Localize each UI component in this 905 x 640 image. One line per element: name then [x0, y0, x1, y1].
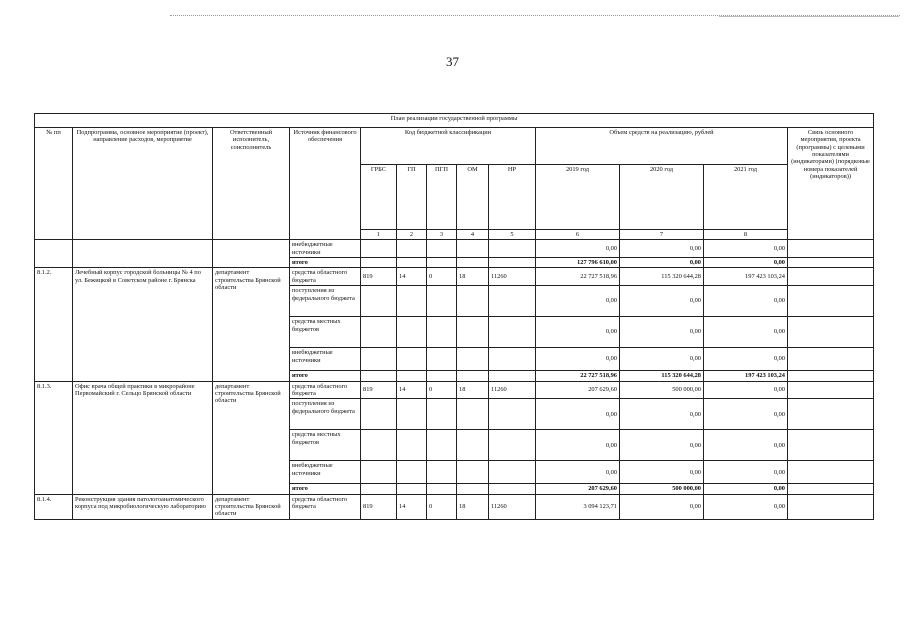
amount-2020: 0,00	[620, 399, 704, 430]
col-number: 8	[704, 230, 788, 240]
funding-source: внебюджетные источники	[290, 240, 361, 258]
col-number: 6	[536, 230, 620, 240]
budget-code-cell	[397, 240, 427, 258]
amount-2021: 0,00	[704, 399, 788, 430]
funding-source: итого	[290, 371, 361, 381]
budget-code-cell	[457, 371, 489, 381]
budget-code-gp: 14	[397, 268, 427, 286]
funding-row	[35, 494, 874, 519]
budget-code-cell	[361, 317, 397, 348]
budget-code-nr: 11260	[489, 268, 536, 286]
header-volume: Объем средств на реализацию, рублей	[536, 128, 788, 165]
budget-code-cell	[489, 348, 536, 371]
budget-code-cell	[397, 286, 427, 317]
budget-code-cell	[361, 348, 397, 371]
indicator-link-cell	[788, 461, 874, 484]
amount-2019: 22 727 518,96	[536, 371, 620, 381]
amount-2020: 0,00	[620, 258, 704, 268]
indicator-link-cell	[788, 258, 874, 268]
amount-2019: 0,00	[536, 461, 620, 484]
header-link: Связь основного мероприятия, проекта (программы) с целевыми показателями (индикаторами) (порядковые номера показателей (индикаторов))	[788, 128, 874, 240]
amount-2019: 0,00	[536, 430, 620, 461]
amount-2021: 0,00	[704, 381, 788, 399]
budget-code-cell	[427, 371, 457, 381]
amount-2021: 0,00	[704, 348, 788, 371]
amount-2021: 0,00	[704, 484, 788, 494]
item-name: Реконструкция здания патологоанатомического корпуса под микробиологическую лабораторию	[73, 494, 213, 519]
col-number: 4	[457, 230, 489, 240]
budget-code-cell	[397, 317, 427, 348]
budget-code-cell	[427, 286, 457, 317]
amount-2021: 0,00	[704, 286, 788, 317]
funding-row	[35, 268, 874, 286]
budget-code-pgp: 0	[427, 494, 457, 519]
amount-2020: 0,00	[620, 286, 704, 317]
budget-code-cell	[457, 348, 489, 371]
amount-2021: 0,00	[704, 258, 788, 268]
scan-top-right-line	[719, 16, 899, 17]
budget-code-cell	[457, 399, 489, 430]
budget-code-cell	[457, 286, 489, 317]
indicator-link-cell	[788, 430, 874, 461]
budget-code-gp: 14	[397, 494, 427, 519]
col-number: 1	[361, 230, 397, 240]
budget-code-cell	[457, 317, 489, 348]
item-number: 8.1.2.	[35, 268, 73, 381]
budget-code-cell	[361, 240, 397, 258]
indicator-link-cell	[788, 240, 874, 258]
budget-code-cell	[489, 286, 536, 317]
item-number-cell	[35, 240, 73, 268]
col-number: 3	[427, 230, 457, 240]
budget-code-pgp: 0	[427, 381, 457, 399]
amount-2021: 0,00	[704, 317, 788, 348]
header-grbs: ГРБС	[361, 165, 397, 230]
budget-code-cell	[361, 484, 397, 494]
header-nr: НР	[489, 165, 536, 230]
indicator-link-cell	[788, 399, 874, 430]
budget-code-pgp: 0	[427, 268, 457, 286]
amount-2020: 0,00	[620, 494, 704, 519]
amount-2021: 0,00	[704, 494, 788, 519]
amount-2020: 500 000,00	[620, 484, 704, 494]
indicator-link-cell	[788, 381, 874, 399]
amount-2020: 115 320 644,28	[620, 371, 704, 381]
amount-2019: 0,00	[536, 240, 620, 258]
budget-code-grbs: 819	[361, 381, 397, 399]
header-gp: ГП	[397, 165, 427, 230]
funding-source: средства областного бюджета	[290, 494, 361, 519]
header-program: Подпрограмма, основное мероприятие (проект), направление расходов, мероприятие	[73, 128, 213, 240]
indicator-link-cell	[788, 286, 874, 317]
indicator-link-cell	[788, 494, 874, 519]
budget-code-cell	[397, 399, 427, 430]
budget-code-cell	[361, 399, 397, 430]
funding-source: внебюджетные источники	[290, 461, 361, 484]
item-name-cell	[73, 240, 213, 268]
funding-row	[35, 240, 874, 258]
amount-2021: 0,00	[704, 430, 788, 461]
amount-2019: 0,00	[536, 399, 620, 430]
budget-code-nr: 11260	[489, 494, 536, 519]
budget-code-cell	[397, 484, 427, 494]
item-number: 8.1.4.	[35, 494, 73, 519]
budget-code-cell	[457, 240, 489, 258]
amount-2020: 0,00	[620, 430, 704, 461]
table-title-row	[35, 114, 874, 128]
funding-source: итого	[290, 258, 361, 268]
budget-code-cell	[361, 430, 397, 461]
budget-code-cell	[457, 430, 489, 461]
budget-code-grbs: 819	[361, 494, 397, 519]
budget-code-cell	[457, 484, 489, 494]
funding-source: средства местных бюджетов	[290, 317, 361, 348]
header-2019: 2019 год	[536, 165, 620, 230]
header-pgp: ПГП	[427, 165, 457, 230]
funding-source: средства местных бюджетов	[290, 430, 361, 461]
amount-2021: 0,00	[704, 461, 788, 484]
indicator-link-cell	[788, 268, 874, 286]
indicator-link-cell	[788, 348, 874, 371]
budget-code-cell	[361, 258, 397, 268]
amount-2020: 0,00	[620, 348, 704, 371]
budget-code-cell	[361, 461, 397, 484]
budget-code-cell	[427, 258, 457, 268]
budget-code-cell	[427, 317, 457, 348]
budget-code-cell	[427, 484, 457, 494]
amount-2019: 0,00	[536, 286, 620, 317]
table-title: План реализации государственной программы	[35, 114, 874, 128]
indicator-link-cell	[788, 484, 874, 494]
item-executor: департамент строительства Брянской области	[213, 494, 290, 519]
amount-2019: 22 727 518,96	[536, 268, 620, 286]
budget-code-cell	[427, 348, 457, 371]
budget-code-cell	[489, 399, 536, 430]
amount-2019: 207 629,60	[536, 381, 620, 399]
funding-source: средства областного бюджета	[290, 268, 361, 286]
amount-2020: 0,00	[620, 317, 704, 348]
budget-code-grbs: 819	[361, 268, 397, 286]
item-name: Офис врача общей практики в микрорайоне Первомайский г. Сельцо Брянской области	[73, 381, 213, 494]
budget-code-cell	[397, 461, 427, 484]
amount-2020: 0,00	[620, 240, 704, 258]
header-executor: Ответственный исполнитель, соисполнитель	[213, 128, 290, 240]
header-om: ОМ	[457, 165, 489, 230]
budget-code-cell	[489, 317, 536, 348]
item-executor-cell	[213, 240, 290, 268]
plan-table	[34, 113, 874, 520]
budget-code-nr: 11260	[489, 381, 536, 399]
budget-code-cell	[427, 430, 457, 461]
page-number: 37	[446, 54, 459, 69]
item-number: 8.1.3.	[35, 381, 73, 494]
amount-2020: 500 000,00	[620, 381, 704, 399]
amount-2019: 0,00	[536, 348, 620, 371]
budget-code-cell	[489, 258, 536, 268]
budget-code-om: 18	[457, 381, 489, 399]
budget-code-cell	[457, 258, 489, 268]
indicator-link-cell	[788, 317, 874, 348]
amount-2019: 3 094 123,71	[536, 494, 620, 519]
item-executor: департамент строительства Брянской области	[213, 381, 290, 494]
funding-source: внебюджетные источники	[290, 348, 361, 371]
amount-2019: 127 796 610,00	[536, 258, 620, 268]
amount-2021: 0,00	[704, 240, 788, 258]
budget-code-cell	[489, 461, 536, 484]
funding-source: средства областного бюджета	[290, 381, 361, 399]
budget-code-cell	[489, 484, 536, 494]
budget-code-cell	[397, 371, 427, 381]
budget-code-om: 18	[457, 494, 489, 519]
budget-code-cell	[457, 461, 489, 484]
indicator-link-cell	[788, 371, 874, 381]
header-row-1	[35, 128, 874, 165]
funding-source: поступления из федерального бюджета	[290, 286, 361, 317]
budget-code-cell	[489, 240, 536, 258]
budget-code-cell	[397, 258, 427, 268]
budget-code-cell	[489, 371, 536, 381]
budget-code-cell	[427, 240, 457, 258]
header-source: Источник финансового обеспечения	[290, 128, 361, 240]
funding-source: поступления из федерального бюджета	[290, 399, 361, 430]
funding-source: итого	[290, 484, 361, 494]
header-budget-code: Код бюджетной классификации	[361, 128, 536, 165]
item-executor: департамент строительства Брянской области	[213, 268, 290, 381]
col-number: 5	[489, 230, 536, 240]
amount-2021: 197 423 103,24	[704, 268, 788, 286]
amount-2020: 0,00	[620, 461, 704, 484]
budget-code-cell	[489, 430, 536, 461]
amount-2019: 207 629,60	[536, 484, 620, 494]
budget-code-cell	[427, 461, 457, 484]
amount-2021: 197 423 103,24	[704, 371, 788, 381]
col-number: 2	[397, 230, 427, 240]
header-num: № пп	[35, 128, 73, 240]
budget-code-om: 18	[457, 268, 489, 286]
amount-2019: 0,00	[536, 317, 620, 348]
header-2021: 2021 год	[704, 165, 788, 230]
col-number: 7	[620, 230, 704, 240]
funding-row	[35, 381, 874, 399]
budget-code-cell	[397, 430, 427, 461]
budget-code-cell	[361, 371, 397, 381]
budget-code-gp: 14	[397, 381, 427, 399]
budget-code-cell	[397, 348, 427, 371]
amount-2020: 115 320 644,28	[620, 268, 704, 286]
budget-code-cell	[427, 399, 457, 430]
budget-code-cell	[361, 286, 397, 317]
header-2020: 2020 год	[620, 165, 704, 230]
item-name: Лечебный корпус городской больницы № 4 по ул. Бежицкой в Советском районе г. Брянска	[73, 268, 213, 381]
